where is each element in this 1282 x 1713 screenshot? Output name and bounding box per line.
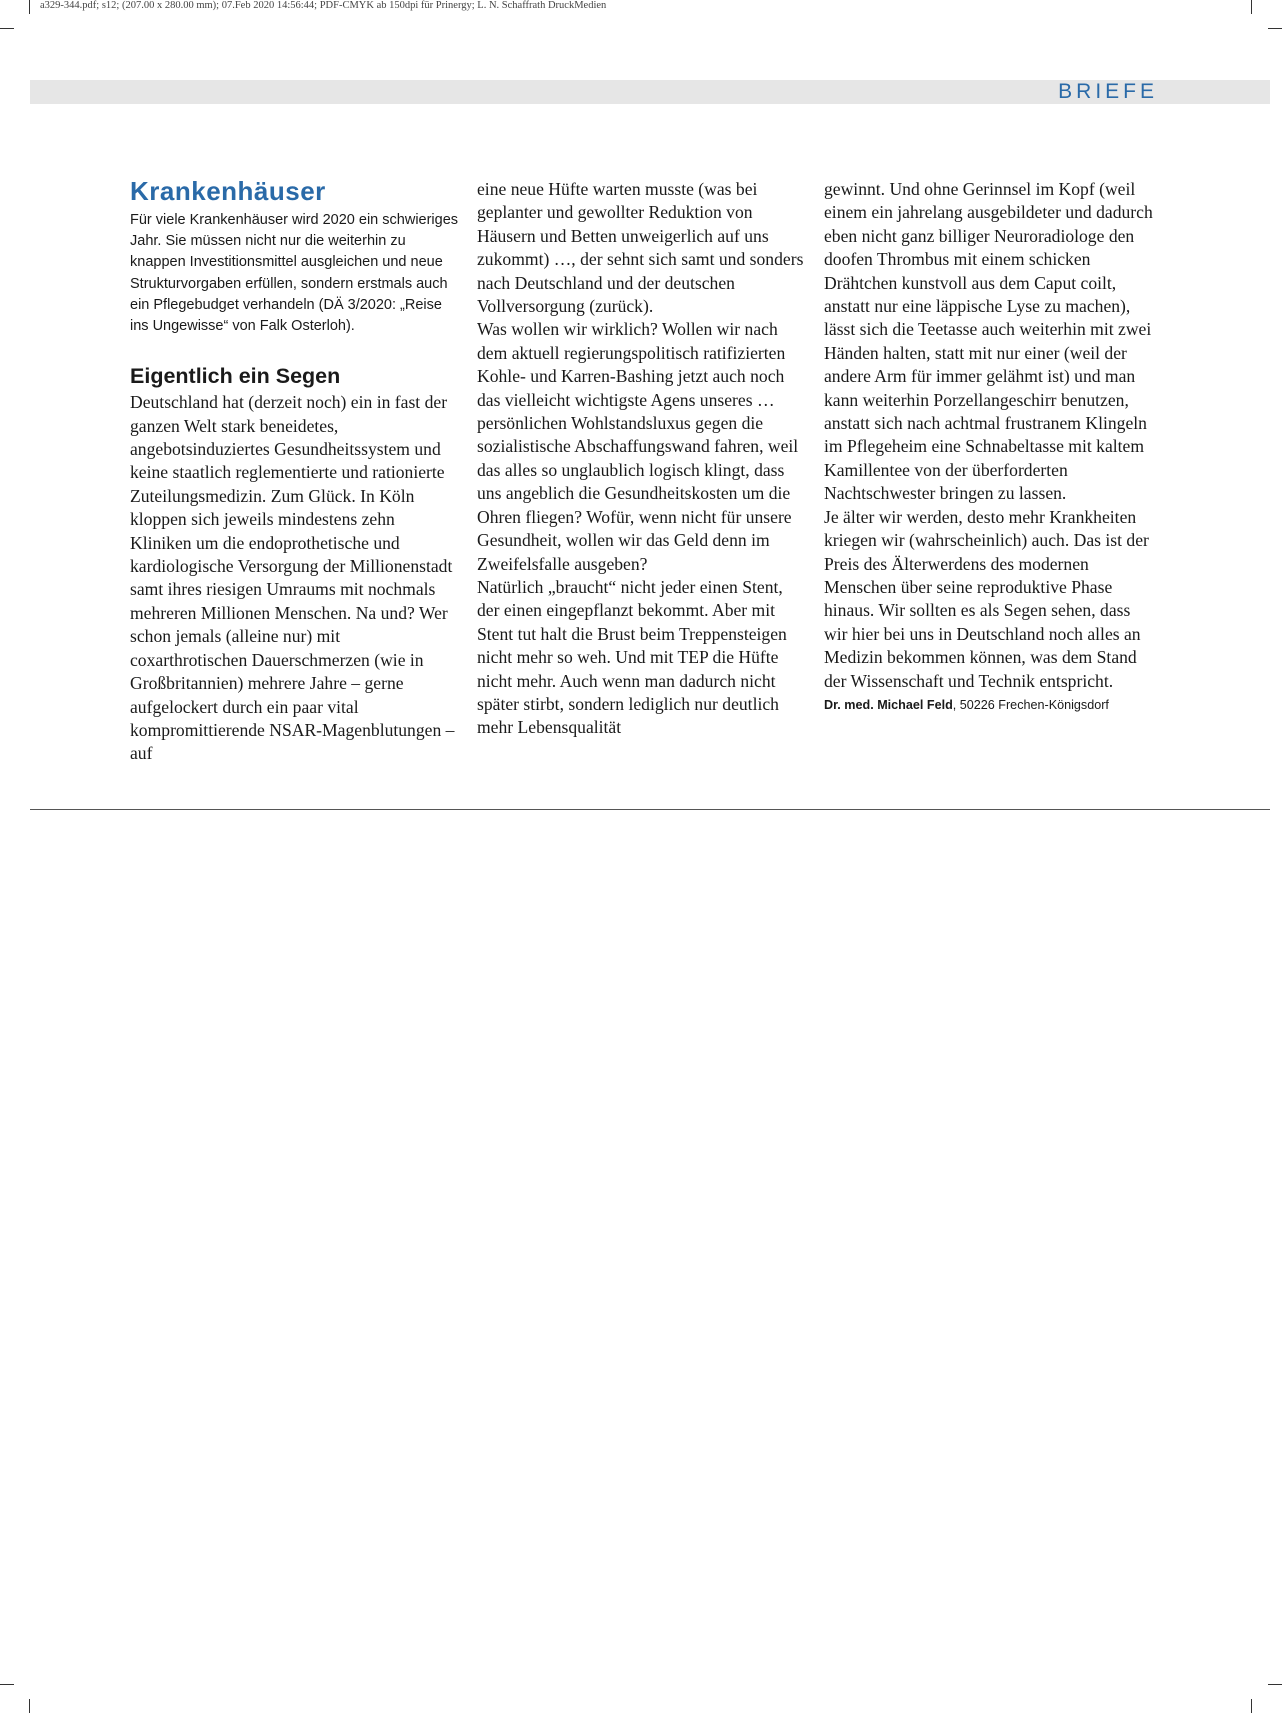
letter-subhead: Eigentlich ein Segen [130, 364, 341, 389]
letter-paragraph: gewinnt. Und ohne Gerinnsel im Kopf (weil einem ein jahrelang ausgebildeter und dadurch eben nicht ganz billiger Neuroradiologe den doofen Thrombus mit einem schicken Drähtchen kunstvoll aus dem Caput coilt, anstatt nur eine läppische Lyse zu machen), lässt sich die Teetasse auch weiterhin mit zwei Händen halten, statt mit nur einer (weil der andere Arm für immer gelähmt ist) und man kann weiterhin Porzellangeschirr benutzen, anstatt sich nach achtmal frustranem Klingeln im Pflegeheim eine Schnabeltasse mit kaltem Kamillentee von der überforderten Nachtschwester bringen zu lassen. [824, 179, 1153, 504]
crop-mark-bottom-right-h [1268, 1684, 1282, 1685]
author-name: Dr. med. Michael Feld [824, 697, 953, 712]
crop-mark-top-right-h [1268, 28, 1282, 29]
section-label: BRIEFE [1058, 80, 1158, 103]
bottom-rule [30, 809, 1270, 810]
author-place: , 50226 Frechen-Königsdorf [952, 697, 1109, 712]
article-headline: Krankenhäuser [130, 176, 326, 206]
crop-mark-top-right [1251, 0, 1252, 14]
crop-mark-top-left-h [0, 28, 14, 29]
letter-paragraph: Deutschland hat (derzeit noch) ein in fast der ganzen Welt stark beneidetes, angebotsinduziertes Gesundheitssystem und keine staatlich reglementierte und rationierte Zuteilungsmedizin. Zum Glück. In Köln kloppen sich jeweils mindestens zehn Kliniken um die endoprothetische und kardiologische Versorgung der Millionenstadt samt ihres riesigen Umraums mit nochmals mehreren Millionen Menschen. Na und? Wer schon jemals (alleine nur) mit coxarthrotischen Dauerschmerzen (wie in Großbritannien) mehrere Jahre – gerne aufgelockert durch ein paar vital kompromittierende NSAR-Magenblutungen – auf [130, 392, 455, 764]
print-slug: a329-344.pdf; s12; (207.00 x 280.00 mm); 07.Feb 2020 14:56:44; PDF-CMYK ab 150dpi für Prinergy; L. N. Schaffrath DruckMedien [40, 0, 607, 11]
crop-mark-top-left [29, 0, 30, 14]
letter-paragraph: Was wollen wir wirklich? Wollen wir nach dem aktuell regierungspolitisch ratifizierten Kohle- und Karren-Bashing jetzt auch noch das vielleicht wichtigste Agens unseres … persönlichen Wohlstandsluxus gegen die sozialistische Abschaffungswand fahren, weil das alles so unglaublich logisch klingt, dass uns angeblich die Gesundheitskosten um die Ohren fliegen? Wofür, wenn nicht für unsere Gesundheit, wollen wir das Geld denn im Zweifelsfalle ausgeben? [477, 319, 799, 574]
author-signature [824, 696, 1154, 714]
column-2 [477, 178, 807, 740]
crop-mark-bottom-right [1251, 1699, 1252, 1713]
column-1 [130, 176, 460, 766]
letter-paragraph: Natürlich „braucht“ nicht jeder einen Stent, der einen eingepflanzt bekommt. Aber mit Stent tut halt die Brust beim Treppensteigen nicht mehr so weh. Und mit TEP die Hüfte nicht mehr. Auch wenn man dadurch nicht später stirbt, sondern lediglich nur deutlich mehr Lebensqualität [477, 576, 787, 738]
article-lead: Für viele Krankenhäuser wird 2020 ein schwieriges Jahr. Sie müssen nicht nur die weiterhin zu knappen Investitionsmittel ausgleichen und neue Strukturvorgaben erfüllen, sondern erstmals auch ein Pflegebudget verhandeln (DÄ 3/2020: „Reise ins Ungewisse“ von Falk Osterloh). [130, 212, 459, 335]
letter-paragraph: Je älter wir werden, desto mehr Krankheiten kriegen wir (wahrscheinlich) auch. Das ist der Preis des Älterwerdens des modernen Menschen über seine reproduktive Phase hinaus. Wir sollten es als Segen sehen, dass wir hier bei uns in Deutschland noch alles an Medizin bekommen können, was dem Stand der Wissenschaft und Technik entspricht. [824, 506, 1149, 691]
column-3 [824, 178, 1154, 714]
crop-mark-bottom-left-h [0, 1684, 14, 1685]
letter-paragraph: eine neue Hüfte warten musste (was bei geplanter und gewollter Reduktion von Häusern und Betten unweigerlich auf uns zukommt) …, der sehnt sich samt und sonders nach Deutschland und der deutschen Vollversorgung (zurück). [477, 179, 804, 317]
crop-mark-bottom-left [29, 1699, 30, 1713]
